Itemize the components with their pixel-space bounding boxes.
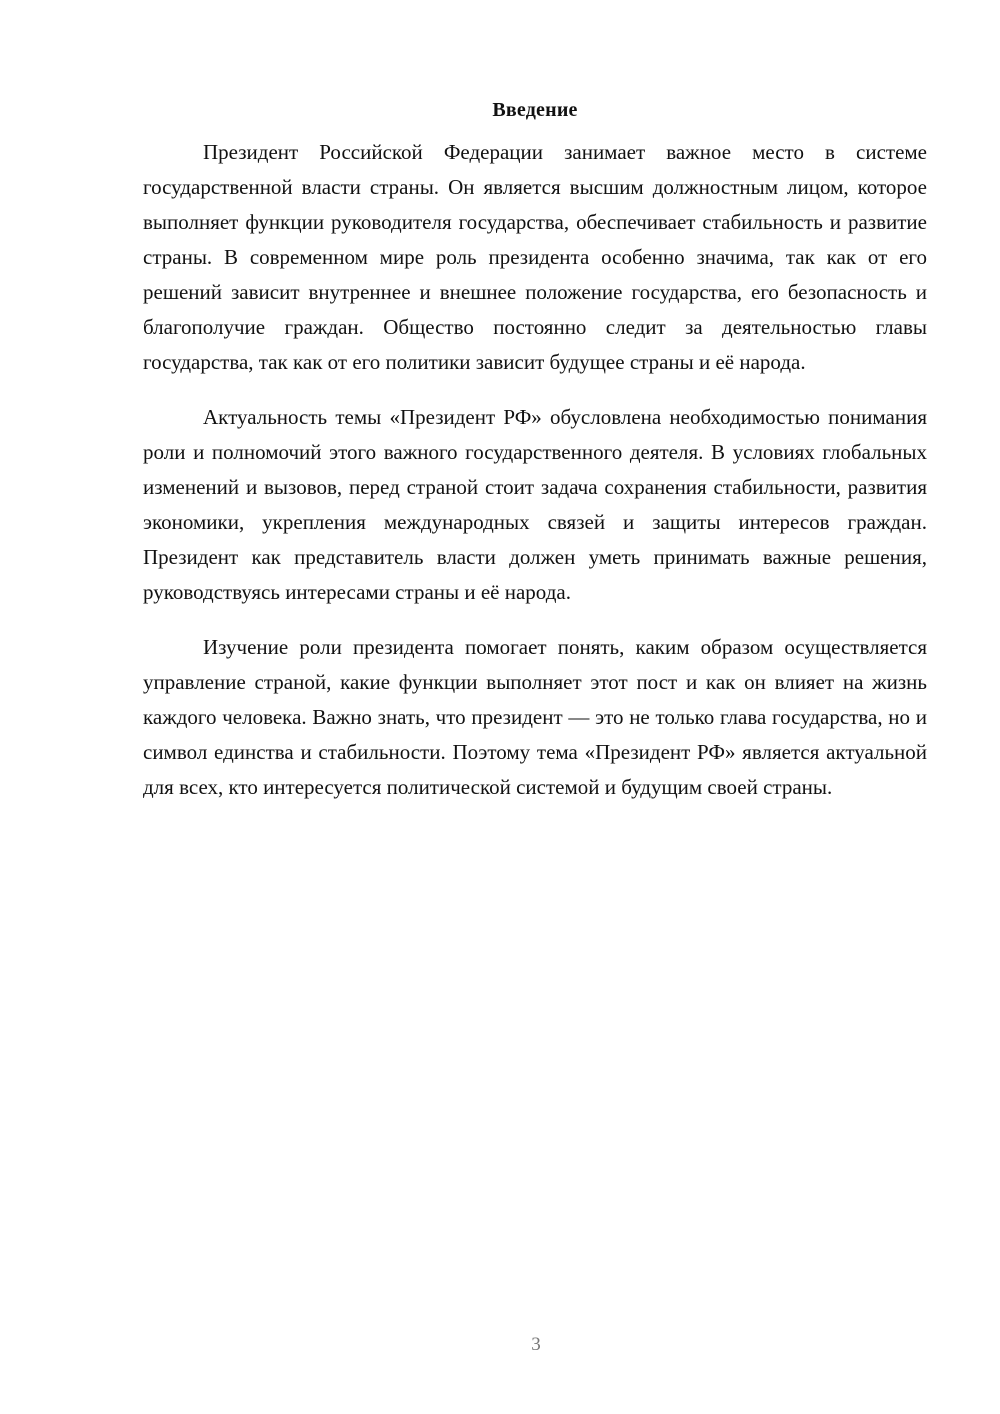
page-content [143, 95, 927, 805]
section-heading: Введение [492, 99, 578, 121]
page-number: 3 [531, 1334, 541, 1355]
paragraph-3: Изучение роли президента помогает понять, каким образом осуществляется управление страной, какие функции выполняет этот пост и как он влияет на жизнь каждого человека. Важно знать, что президент — это не только глава государства, но и символ единства и стабильности. Поэтому тема «Президент РФ» является актуальной для всех, кто интересуется политической системой и будущим своей страны. [143, 635, 927, 799]
paragraph-2: Актуальность темы «Президент РФ» обусловлена необходимостью понимания роли и полномочий этого важного государственного деятеля. В условиях глобальных изменений и вызовов, перед страной стоит задача сохранения стабильности, развития экономики, укрепления международных связей и защиты интересов граждан. Президент как представитель власти должен уметь принимать важные решения, руководствуясь интересами страны и её народа. [143, 405, 927, 604]
paragraph-1: Президент Российской Федерации занимает важное место в системе государственной власти страны. Он является высшим должностным лицом, которое выполняет функции руководителя государства, обеспечивает стабильность и развитие страны. В современном мире роль президента особенно значима, так как от его решений зависит внутреннее и внешнее положение государства, его безопасность и благополучие граждан. Общество постоянно следит за деятельностью главы государства, так как от его политики зависит будущее страны и её народа. [143, 140, 927, 374]
